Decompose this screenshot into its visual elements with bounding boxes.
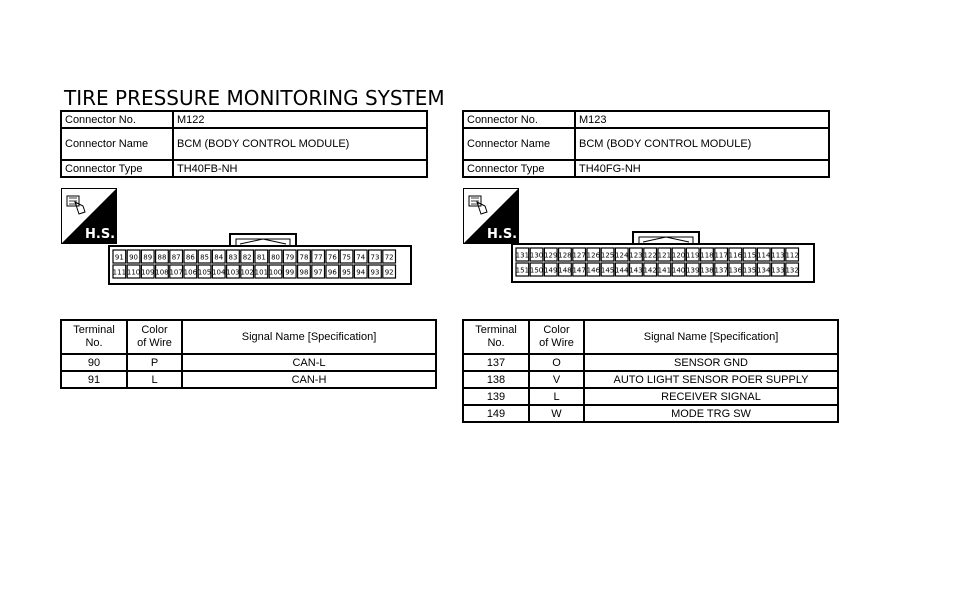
color-header: Color of Wire xyxy=(529,320,584,354)
pin-label: 136 xyxy=(728,266,743,275)
pin-label: 126 xyxy=(586,251,601,260)
pin-label: 84 xyxy=(214,253,224,262)
pin-label: 79 xyxy=(285,253,295,262)
pin-label: 112 xyxy=(785,251,799,260)
pin-label: 121 xyxy=(657,251,672,260)
pin-label: 99 xyxy=(285,268,295,277)
pin-label: 98 xyxy=(299,268,309,277)
pin-label: 77 xyxy=(313,253,323,262)
pin-label: 117 xyxy=(714,251,728,260)
pin-label: 122 xyxy=(643,251,657,260)
table-row xyxy=(463,405,838,422)
pin-label: 150 xyxy=(529,266,544,275)
pin-label: 110 xyxy=(126,268,141,277)
signal-name-header: Signal Name [Specification] xyxy=(182,320,436,354)
pin-label: 97 xyxy=(313,268,323,277)
pin-label: 119 xyxy=(686,251,700,260)
terminal-cell: 137 xyxy=(463,354,529,371)
table-row xyxy=(463,371,838,388)
color-cell: V xyxy=(529,371,584,388)
pin-label: 96 xyxy=(327,268,337,277)
signal-cell: CAN-L xyxy=(182,354,436,371)
pin-label: 124 xyxy=(615,251,629,260)
terminal-cell: 149 xyxy=(463,405,529,422)
signal-name-header: Signal Name [Specification] xyxy=(584,320,838,354)
hs-label: H.S. xyxy=(85,227,116,242)
terminal-header: Terminal No. xyxy=(61,320,127,354)
pin-label: 147 xyxy=(572,266,586,275)
pin-label: 149 xyxy=(544,266,558,275)
pin-label: 144 xyxy=(615,266,629,275)
right-signal-table xyxy=(462,319,839,423)
connector-no-value: M122 xyxy=(173,111,427,128)
pin-label: 86 xyxy=(185,253,195,262)
connector-no-label: Connector No. xyxy=(463,111,575,128)
signal-cell: AUTO LIGHT SENSOR POER SUPPLY xyxy=(584,371,838,388)
pin-label: 102 xyxy=(240,268,254,277)
pin-label: 141 xyxy=(657,266,672,275)
pin-label: 105 xyxy=(197,268,212,277)
pin-label: 104 xyxy=(212,268,226,277)
pin-label: 101 xyxy=(254,268,269,277)
color-header: Color of Wire xyxy=(127,320,182,354)
connector-latch xyxy=(230,234,296,246)
pin-label: 128 xyxy=(558,251,572,260)
pin-label: 138 xyxy=(700,266,714,275)
pin-label: 94 xyxy=(356,268,366,277)
pin-label: 111 xyxy=(112,268,127,277)
terminal-cell: 139 xyxy=(463,388,529,405)
pin-label: 80 xyxy=(271,253,281,262)
pin-label: 118 xyxy=(700,251,714,260)
pin-label: 125 xyxy=(600,251,615,260)
page-title: TIRE PRESSURE MONITORING SYSTEM xyxy=(64,86,445,110)
left-connector-info-table xyxy=(60,110,428,178)
pin-label: 92 xyxy=(384,268,394,277)
table-row xyxy=(463,354,838,371)
pin-label: 129 xyxy=(544,251,558,260)
connector-no-value: M123 xyxy=(575,111,829,128)
pin-label: 140 xyxy=(671,266,686,275)
hs-label: H.S. xyxy=(487,227,518,242)
pin-label: 76 xyxy=(327,253,337,262)
pin-label: 73 xyxy=(370,253,380,262)
pin-label: 93 xyxy=(370,268,380,277)
connector-name-value: BCM (BODY CONTROL MODULE) xyxy=(575,128,829,160)
pin-label: 108 xyxy=(155,268,169,277)
pin-label: 90 xyxy=(129,253,139,262)
pin-label: 148 xyxy=(558,266,572,275)
pin-label: 82 xyxy=(242,253,252,262)
pin-label: 75 xyxy=(342,253,352,262)
signal-cell: RECEIVER SIGNAL xyxy=(584,388,838,405)
pin-label: 109 xyxy=(141,268,155,277)
pin-label: 143 xyxy=(629,266,643,275)
pin-label: 103 xyxy=(226,268,240,277)
pin-label: 139 xyxy=(686,266,700,275)
color-cell: L xyxy=(529,388,584,405)
connector-name-value: BCM (BODY CONTROL MODULE) xyxy=(173,128,427,160)
right-connector-info-table xyxy=(462,110,830,178)
right-connector-pin-diagram xyxy=(511,230,815,284)
pin-label: 107 xyxy=(169,268,183,277)
pin-label: 132 xyxy=(785,266,799,275)
color-cell: L xyxy=(127,371,182,388)
pin-label: 142 xyxy=(643,266,657,275)
connector-type-value: TH40FB-NH xyxy=(173,160,427,177)
connector-latch xyxy=(633,232,699,244)
connector-type-value: TH40FG-NH xyxy=(575,160,829,177)
pin-label: 81 xyxy=(256,253,266,262)
pin-label: 95 xyxy=(342,268,352,277)
pin-label: 134 xyxy=(757,266,771,275)
connector-type-label: Connector Type xyxy=(61,160,173,177)
terminal-cell: 138 xyxy=(463,371,529,388)
connector-name-label: Connector Name xyxy=(463,128,575,160)
terminal-cell: 91 xyxy=(61,371,127,388)
pin-label: 145 xyxy=(600,266,615,275)
pin-label: 89 xyxy=(143,253,153,262)
pin-label: 106 xyxy=(183,268,198,277)
connector-no-label: Connector No. xyxy=(61,111,173,128)
left-connector-pin-diagram xyxy=(108,232,412,286)
pin-label: 115 xyxy=(742,251,757,260)
pin-label: 78 xyxy=(299,253,309,262)
pin-label: 133 xyxy=(771,266,785,275)
pin-label: 87 xyxy=(171,253,181,262)
pin-label: 116 xyxy=(728,251,743,260)
table-row xyxy=(61,354,436,371)
pin-label: 137 xyxy=(714,266,728,275)
table-row xyxy=(463,388,838,405)
pin-label: 131 xyxy=(515,251,530,260)
pin-label: 114 xyxy=(757,251,771,260)
left-signal-table xyxy=(60,319,437,389)
pin-label: 135 xyxy=(742,266,757,275)
connector-type-label: Connector Type xyxy=(463,160,575,177)
color-cell: O xyxy=(529,354,584,371)
pin-label: 85 xyxy=(200,253,210,262)
pin-label: 113 xyxy=(771,251,785,260)
pin-label: 74 xyxy=(356,253,366,262)
pin-label: 72 xyxy=(384,253,394,262)
terminal-header: Terminal No. xyxy=(463,320,529,354)
pin-label: 130 xyxy=(529,251,544,260)
pin-label: 127 xyxy=(572,251,586,260)
signal-cell: MODE TRG SW xyxy=(584,405,838,422)
pin-label: 100 xyxy=(268,268,283,277)
pin-label: 83 xyxy=(228,253,238,262)
color-cell: P xyxy=(127,354,182,371)
pin-label: 123 xyxy=(629,251,643,260)
signal-cell: CAN-H xyxy=(182,371,436,388)
color-cell: W xyxy=(529,405,584,422)
pin-label: 146 xyxy=(586,266,601,275)
connector-name-label: Connector Name xyxy=(61,128,173,160)
pin-label: 151 xyxy=(515,266,530,275)
pin-label: 120 xyxy=(671,251,686,260)
pin-label: 91 xyxy=(114,253,124,262)
table-row xyxy=(61,371,436,388)
pin-label: 88 xyxy=(157,253,167,262)
terminal-cell: 90 xyxy=(61,354,127,371)
signal-cell: SENSOR GND xyxy=(584,354,838,371)
